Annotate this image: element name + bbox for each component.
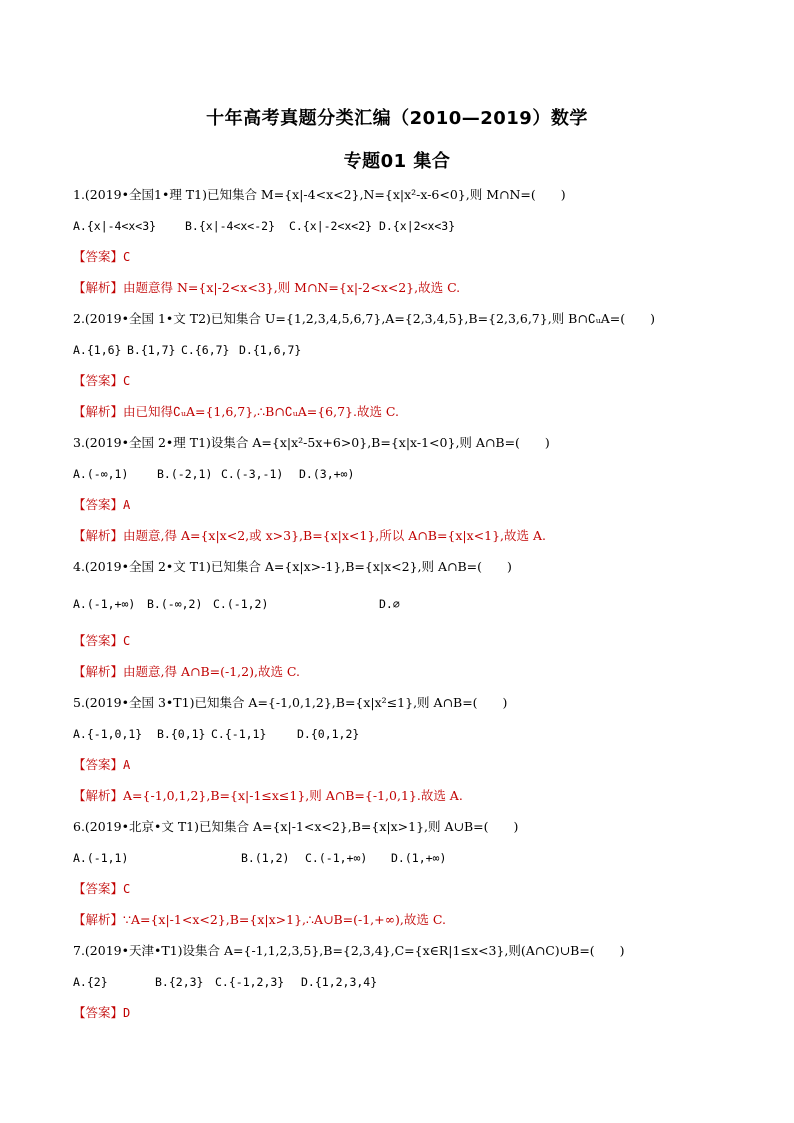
analysis-tag: 【解析】 <box>73 912 124 927</box>
analysis-line <box>73 404 399 420</box>
option-c: C.{x|-2<x<2} <box>289 219 373 233</box>
option-a: A.(-1,+∞) <box>73 597 136 611</box>
question-options <box>73 596 400 612</box>
question-stem: 1.(2019•全国1•理 T1)已知集合 M={x|-4<x<2},N={x|x²-x-6<0},则 M∩N=( ) <box>73 187 566 202</box>
option-a: A.{x|-4<x<3} <box>73 219 157 233</box>
option-d: D.(1,+∞) <box>391 851 447 865</box>
analysis-tag: 【解析】 <box>73 528 124 543</box>
answer-line <box>73 757 130 773</box>
option-b: B.{1,7} <box>127 343 176 357</box>
answer-line <box>73 633 130 649</box>
answer-value: C <box>123 882 131 896</box>
option-b: B.(-2,1) <box>157 467 213 481</box>
question-options <box>73 218 455 234</box>
answer-tag: 【答案】 <box>73 249 124 264</box>
answer-tag: 【答案】 <box>73 633 124 648</box>
analysis-text: 由题意得 N={x|-2<x<3},则 M∩N={x|-2<x<2},故选 C. <box>123 280 461 295</box>
analysis-line <box>73 664 300 680</box>
answer-tag: 【答案】 <box>73 1005 124 1020</box>
analysis-text: ∵A={x|-1<x<2},B={x|x>1},∴A∪B=(-1,+∞),故选 C. <box>123 912 446 927</box>
analysis-text: 由题意,得 A={x|x<2,或 x>3},B={x|x<1},所以 A∩B={x|x<1},故选 A. <box>123 528 547 543</box>
option-a: A.{2} <box>73 975 108 989</box>
answer-value: A <box>123 758 131 772</box>
answer-line <box>73 497 130 513</box>
question-stem: 4.(2019•全国 2•文 T1)已知集合 A={x|x>-1},B={x|x<2},则 A∩B=( ) <box>73 559 512 574</box>
answer-value: D <box>123 1006 131 1020</box>
option-b: B.(1,2) <box>241 851 290 865</box>
analysis-tag: 【解析】 <box>73 280 124 295</box>
answer-line <box>73 1005 130 1021</box>
analysis-text: A={-1,0,1,2},B={x|-1≤x≤1},则 A∩B={-1,0,1}.故选 A. <box>123 788 463 803</box>
question-options <box>73 726 359 742</box>
question-stem: 7.(2019•天津•T1)设集合 A={-1,1,2,3,5},B={2,3,4},C={x∈R|1≤x<3},则(A∩C)∪B=( ) <box>73 943 625 958</box>
option-b: B.{2,3} <box>155 975 204 989</box>
analysis-text: 由题意,得 A∩B=(-1,2),故选 C. <box>123 664 301 679</box>
option-a: A.{-1,0,1} <box>73 727 143 741</box>
question-stem: 2.(2019•全国 1•文 T2)已知集合 U={1,2,3,4,5,6,7},A={2,3,4,5},B={2,3,6,7},则 B∩∁ᵤA=( ) <box>73 311 656 326</box>
answer-value: C <box>123 250 131 264</box>
analysis-text: 由已知得∁ᵤA={1,6,7},∴B∩∁ᵤA={6,7}.故选 C. <box>123 404 400 419</box>
document-subtitle: 专题01 集合 <box>343 151 451 172</box>
question-stem: 5.(2019•全国 3•T1)已知集合 A={-1,0,1,2},B={x|x²≤1},则 A∩B=( ) <box>73 695 508 710</box>
option-c: C.{-1,1} <box>211 727 267 741</box>
document-title: 十年高考真题分类汇编（2010—2019）数学 <box>206 108 588 129</box>
option-a: A.(-∞,1) <box>73 467 129 481</box>
analysis-tag: 【解析】 <box>73 404 124 419</box>
analysis-line <box>73 528 546 544</box>
question-stem: 3.(2019•全国 2•理 T1)设集合 A={x|x²-5x+6>0},B={x|x-1<0},则 A∩B=( ) <box>73 435 550 450</box>
answer-tag: 【答案】 <box>73 881 124 896</box>
option-b: B.{x|-4<x<-2} <box>185 219 276 233</box>
option-d: D.{0,1,2} <box>297 727 360 741</box>
question-options <box>73 974 377 990</box>
option-b: B.(-∞,2) <box>147 597 203 611</box>
question-options <box>73 342 301 358</box>
analysis-line <box>73 788 463 804</box>
answer-tag: 【答案】 <box>73 757 124 772</box>
option-a: A.{1,6} <box>73 343 122 357</box>
analysis-tag: 【解析】 <box>73 788 124 803</box>
option-d: D.{1,2,3,4} <box>301 975 378 989</box>
option-a: A.(-1,1) <box>73 851 129 865</box>
answer-value: A <box>123 498 131 512</box>
answer-tag: 【答案】 <box>73 497 124 512</box>
analysis-tag: 【解析】 <box>73 664 124 679</box>
option-c: C.{-1,2,3} <box>215 975 285 989</box>
answer-line <box>73 249 130 265</box>
option-c: C.(-1,2) <box>213 597 269 611</box>
analysis-line <box>73 912 446 928</box>
answer-tag: 【答案】 <box>73 373 124 388</box>
option-d: D.∅ <box>379 597 400 611</box>
question-options <box>73 850 446 866</box>
answer-value: C <box>123 374 131 388</box>
answer-value: C <box>123 634 131 648</box>
option-d: D.(3,+∞) <box>299 467 355 481</box>
analysis-line <box>73 280 460 296</box>
question-stem: 6.(2019•北京•文 T1)已知集合 A={x|-1<x<2},B={x|x>1},则 A∪B=( ) <box>73 819 519 834</box>
question-options <box>73 466 354 482</box>
option-c: C.(-3,-1) <box>221 467 284 481</box>
option-d: D.{x|2<x<3} <box>379 219 456 233</box>
option-c: C.{6,7} <box>181 343 230 357</box>
option-b: B.{0,1} <box>157 727 206 741</box>
answer-line <box>73 373 130 389</box>
answer-line <box>73 881 130 897</box>
option-c: C.(-1,+∞) <box>305 851 368 865</box>
option-d: D.{1,6,7} <box>239 343 302 357</box>
